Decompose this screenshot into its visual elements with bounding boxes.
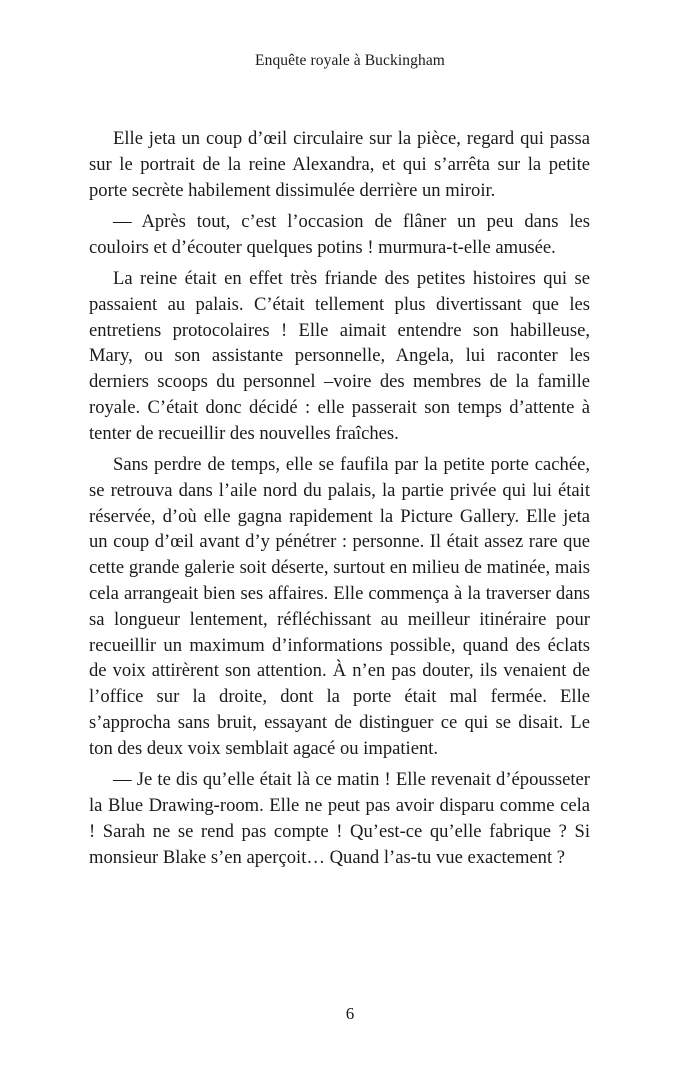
paragraph: Sans perdre de temps, elle se faufila par la petite porte cachée, se retrouva dans l’aile nord du palais, la partie privée qui lui était réservée, d’où elle gagna rapidement la Picture Gallery. Elle jeta un coup d’œil avant d’y pénétrer : personne. Il était assez rare que cette grande galerie soit déserte, surtout en milieu de matinée, mais cela arrangeait bien ses affaires. Elle commença à la traverser dans sa longueur lentement, réfléchissant au meilleur itinéraire pour recueillir un maximum d’informations possible, quand des éclats de voix attirèrent son attention. À n’en pas douter, ils venaient de l’office sur la droite, dont la porte était mal fermée. Elle s’approcha sans bruit, essayant de distinguer ce qui se disait. Le ton des deux voix semblait agacé ou impatient. [89,454,590,759]
page-number: 6 [345,1004,355,1023]
running-title: Enquête royale à Buckingham [255,52,445,69]
paragraph: — Je te dis qu’elle était là ce matin ! Elle revenait d’épousseter la Blue Drawing-room. Elle ne peut pas avoir disparu comme cela ! Sarah ne se rend pas compte ! Qu’est-ce qu’elle fabrique ? Si monsieur Blake s’en aperçoit… Quand l’as-tu vue exactement ? [89,769,590,868]
paragraph: Elle jeta un coup d’œil circulaire sur la pièce, regard qui passa sur le portrait de la reine Alexandra, et qui s’arrêta sur la petite porte secrète habilement dissimulée derrière un miroir. [89,128,590,201]
body-text [89,126,590,876]
paragraph: La reine était en effet très friande des petites histoires qui se passaient au palais. C’était tellement plus divertissant que les entretiens protocolaires ! Elle aimait entendre son habilleuse, Mary, ou son assistante personnelle, Angela, lui raconter les derniers scoops du personnel –voire des membres de la famille royale. C’était donc décidé : elle passerait son temps d’attente à tenter de recueillir des nouvelles fraîches. [89,267,590,444]
paragraph: — Après tout, c’est l’occasion de flâner un peu dans les couloirs et d’écouter quelques potins ! murmura-t-elle amusée. [89,210,590,258]
